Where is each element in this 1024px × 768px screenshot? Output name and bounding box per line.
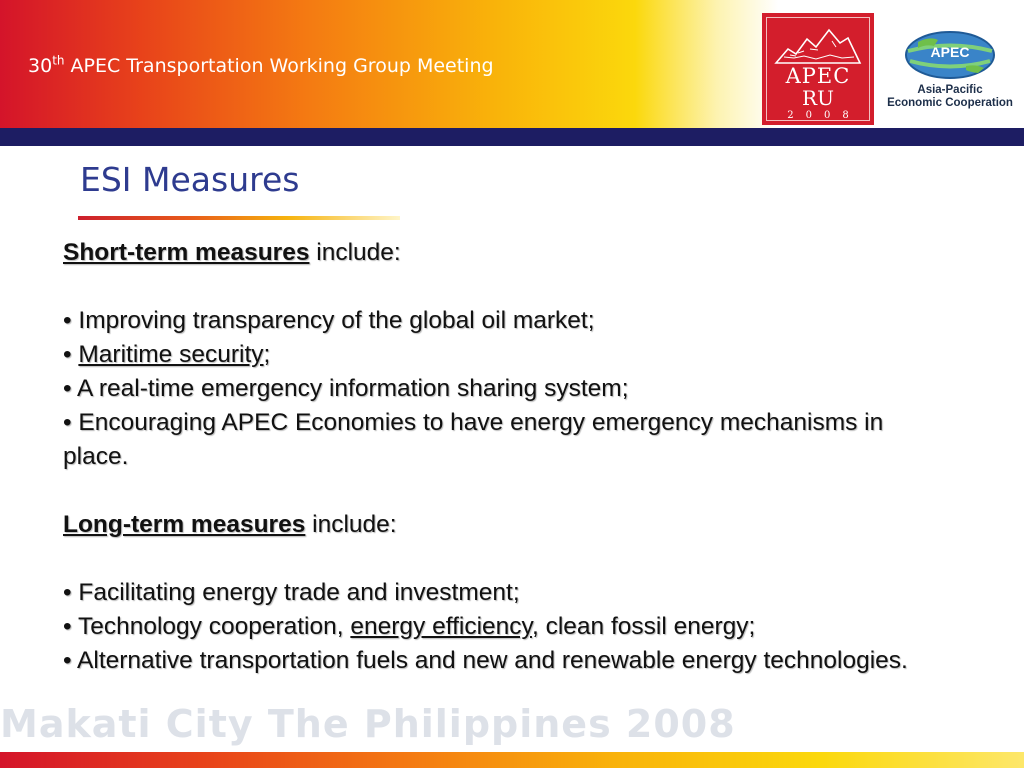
item-text: ; xyxy=(263,341,271,368)
spacer xyxy=(63,270,913,304)
bullet: • xyxy=(63,409,79,436)
bullet: • xyxy=(63,307,79,334)
apec-logo xyxy=(880,28,1020,108)
meeting-number: 30 xyxy=(28,55,53,77)
slide-body xyxy=(63,236,913,678)
item-text: Facilitating energy trade and investment; xyxy=(78,579,520,606)
item-text: Alternative transportation fuels and new and renewable energy technologies. xyxy=(77,647,908,674)
short-term-item xyxy=(63,304,913,338)
title-underline-rule xyxy=(78,216,400,220)
spacer xyxy=(63,542,913,576)
short-term-item xyxy=(63,338,913,372)
meeting-name: APEC Transportation Working Group Meeting xyxy=(64,55,494,77)
bullet: • xyxy=(63,579,79,606)
header-divider-bar xyxy=(0,128,1024,146)
spacer xyxy=(63,474,913,508)
apec-ru-year: 2008 xyxy=(787,110,861,121)
item-text: , clean fossil energy; xyxy=(531,613,756,640)
footer-gradient-bar xyxy=(0,752,1024,768)
apec-name-line1: Asia-Pacific xyxy=(917,84,983,96)
long-term-suffix: include: xyxy=(305,511,397,538)
bullet: • xyxy=(63,647,78,674)
item-text: A real-time emergency information sharing system; xyxy=(77,375,629,402)
apec-ru-line2: RU xyxy=(802,86,834,110)
meeting-number-suffix: th xyxy=(52,53,65,68)
maritime-security-link[interactable]: Maritime security xyxy=(78,341,264,368)
short-term-item xyxy=(63,406,913,474)
header-banner xyxy=(0,0,1024,130)
apec-ru-line1: APEC xyxy=(785,64,851,88)
long-term-item xyxy=(63,610,913,644)
machu-picchu-icon xyxy=(774,27,862,65)
footer-watermark: Makati City The Philippines 2008 xyxy=(0,702,736,746)
short-term-label: Short-term measures xyxy=(63,239,310,266)
bullet: • xyxy=(63,613,78,640)
short-term-heading xyxy=(63,236,913,270)
long-term-item xyxy=(63,644,913,678)
apec-globe-label: APEC xyxy=(930,44,970,60)
energy-efficiency-link[interactable]: energy efficiency xyxy=(350,613,532,640)
long-term-item xyxy=(63,576,913,610)
item-text: Improving transparency of the global oil market; xyxy=(78,307,595,334)
bullet: • xyxy=(63,375,78,402)
bullet: • xyxy=(63,341,79,368)
meeting-title xyxy=(28,50,548,82)
apec-name-line2: Economic Cooperation xyxy=(887,97,1013,109)
short-term-item xyxy=(63,372,913,406)
short-term-suffix: include: xyxy=(309,239,401,266)
long-term-label: Long-term measures xyxy=(63,511,306,538)
item-text: Encouraging APEC Economies to have energy emergency mechanisms in place. xyxy=(63,409,884,470)
item-text: Technology cooperation, xyxy=(77,613,351,640)
long-term-heading xyxy=(63,508,913,542)
slide-title: ESI Measures xyxy=(80,160,300,199)
apec-peru-2008-logo xyxy=(762,13,874,125)
